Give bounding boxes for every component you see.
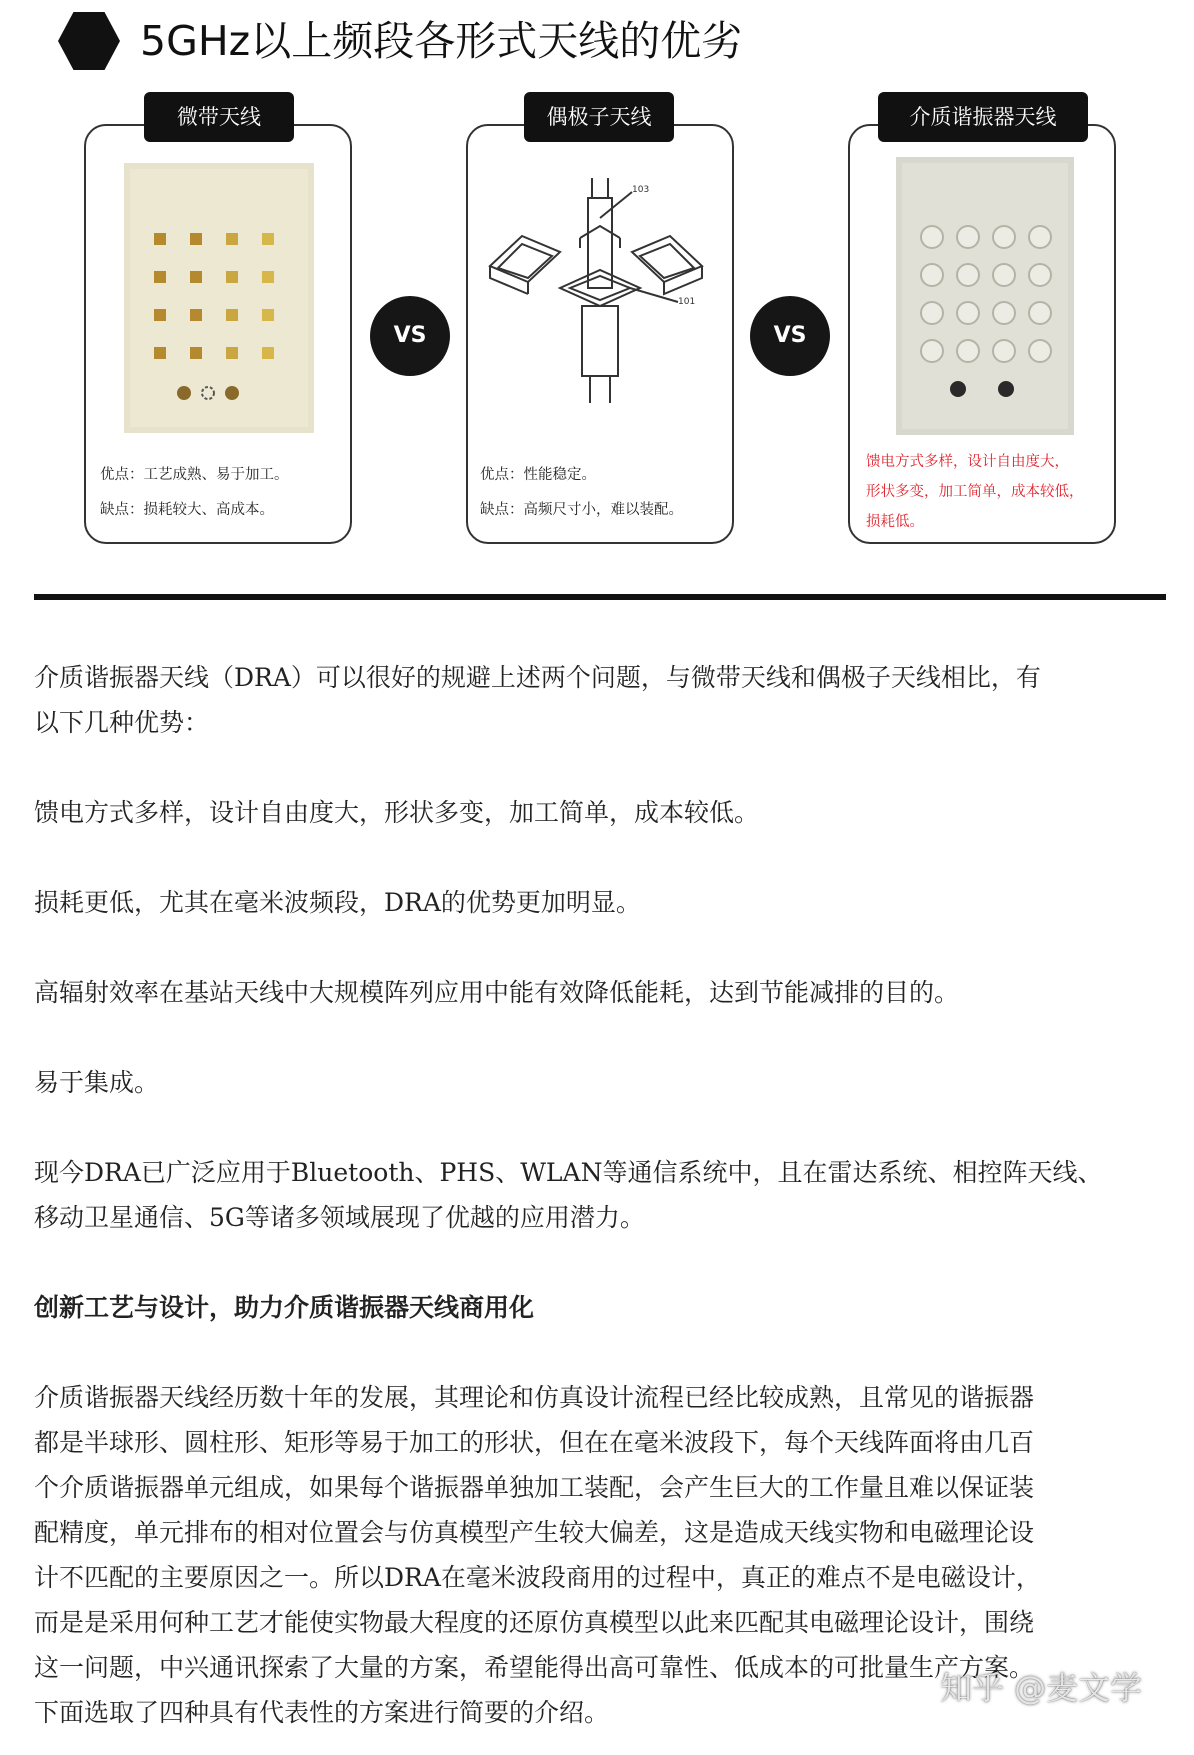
microstrip-antenna-photo (124, 163, 314, 433)
paragraph-intro-line-2: 以下几种优势： (34, 708, 210, 737)
paragraph-process-line-4: 配精度，单元排布的相对位置会与仿真模型产生较大偏差，这是造成天线实物和电磁理论设 (34, 1518, 1035, 1547)
dipole-callout-101: 101 (678, 297, 696, 307)
advantage-low-loss: 损耗更低，尤其在毫米波频段，DRA的优势更加明显。 (34, 888, 641, 917)
paragraph-intro-line-1: 介质谐振器天线（DRA）可以很好的规避上述两个问题，与微带天线和偶极子天线相比，有 (34, 663, 1041, 692)
advantage-integration: 易于集成。 (34, 1068, 160, 1097)
dra-note-line-1: 馈电方式多样，设计自由度大， (866, 454, 1069, 470)
paragraph-process-line-6: 而是是采用何种工艺才能使实物最大程度的还原仿真模型以此来匹配其电磁理论设计，围绕 (34, 1608, 1035, 1637)
dipole-antenna-diagram (482, 178, 718, 408)
advantage-feeding: 馈电方式多样，设计自由度大，形状多变，加工简单，成本较低。 (34, 798, 760, 827)
dra-antenna-photo (896, 157, 1074, 435)
microstrip-pros: 优点：工艺成熟、易于加工。 (100, 467, 289, 483)
vs-badge-1: VS (370, 296, 450, 376)
card-label-microstrip: 微带天线 (144, 92, 294, 142)
dra-note-line-3: 损耗低。 (866, 514, 924, 530)
dipole-cons: 缺点：高频尺寸小，难以装配。 (480, 502, 683, 518)
microstrip-cons: 缺点：损耗较大、高成本。 (100, 502, 274, 518)
vs-badge-2: VS (750, 296, 830, 376)
paragraph-process-line-3: 个介质谐振器单元组成，如果每个谐振器单独加工装配，会产生巨大的工作量且难以保证装 (34, 1473, 1035, 1502)
article-body (34, 655, 1164, 1735)
paragraph-applications-line-1: 现今DRA已广泛应用于Bluetooth、PHS、WLAN等通信系统中，且在雷达系统、相控阵天线、 (34, 1158, 1103, 1187)
paragraph-process-line-5: 计不匹配的主要原因之一。所以DRA在毫米波段商用的过程中，真正的难点不是电磁设计， (34, 1563, 1041, 1592)
advantage-efficiency: 高辐射效率在基站天线中大规模阵列应用中能有效降低能耗，达到节能减排的目的。 (34, 978, 960, 1007)
card-label-dra: 介质谐振器天线 (878, 92, 1088, 142)
zhihu-watermark: 知乎 @麦文学 (940, 1669, 1143, 1707)
comparison-figure (0, 0, 1194, 600)
dra-note-line-2: 形状多变，加工简单，成本较低， (866, 484, 1084, 500)
paragraph-process-line-2: 都是半球形、圆柱形、矩形等易于加工的形状，但在在毫米波段下，每个天线阵面将由几百 (34, 1428, 1035, 1457)
paragraph-applications-line-2: 移动卫星通信、5G等诸多领域展现了优越的应用潜力。 (34, 1203, 645, 1232)
paragraph-process-line-8: 下面选取了四种具有代表性的方案进行简要的介绍。 (34, 1698, 610, 1727)
card-label-dipole: 偶极子天线 (524, 92, 674, 142)
figure-title: 5GHz以上频段各形式天线的优劣 (140, 17, 743, 65)
paragraph-process-line-1: 介质谐振器天线经历数十年的发展，其理论和仿真设计流程已经比较成熟，且常见的谐振器 (34, 1383, 1035, 1412)
paragraph-process-line-7: 这一问题，中兴通讯探索了大量的方案，希望能得出高可靠性、低成本的可批量生产方案。 (34, 1653, 1035, 1682)
dipole-callout-103: 103 (632, 185, 650, 195)
dipole-pros: 优点：性能稳定。 (480, 467, 596, 483)
hexagon-bullet-icon (58, 12, 120, 70)
section-divider (34, 594, 1166, 600)
section-heading: 创新工艺与设计，助力介质谐振器天线商用化 (34, 1293, 535, 1322)
